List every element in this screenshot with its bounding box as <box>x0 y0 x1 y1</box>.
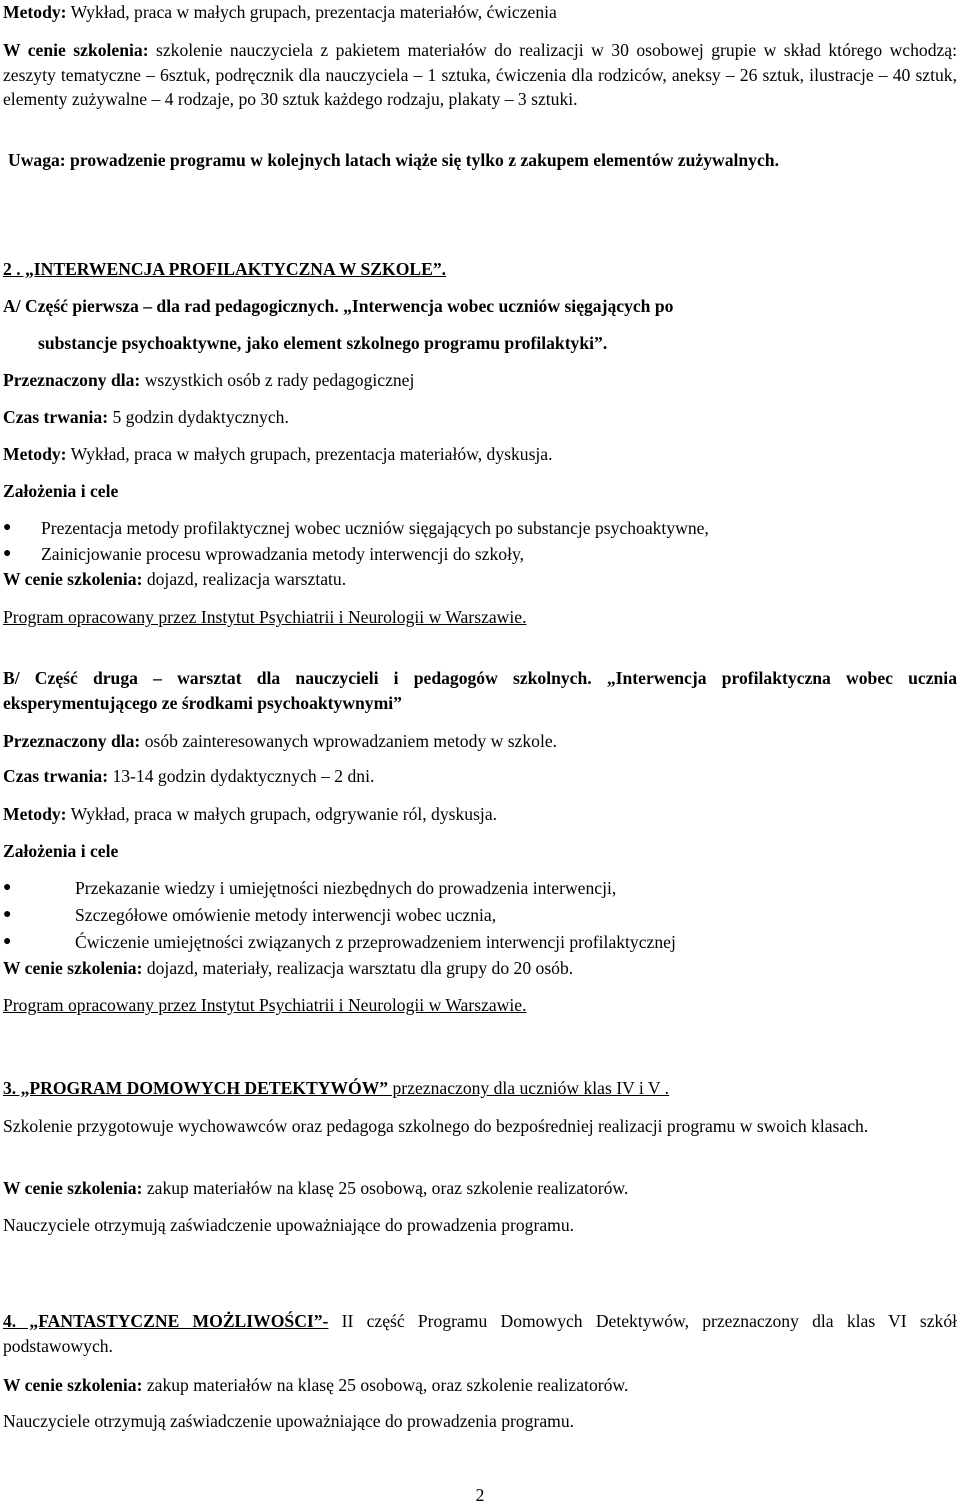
bullet-icon: ● <box>3 880 12 895</box>
partB-price <box>3 956 957 981</box>
bullet-text: Prezentacja metody profilaktycznej wobec uczniów sięgających po substancje psychoaktywne, <box>41 518 709 538</box>
page-number: 2 <box>475 1485 485 1505</box>
bullet-text: Przekazanie wiedzy i umiejętności niezbędnych do prowadzenia interwencji, <box>75 878 617 898</box>
audience-text: osób zainteresowanych wprowadzaniem metody w szkole. <box>140 731 558 751</box>
price-text: dojazd, materiały, realizacja warsztatu dla grupy do 20 osób. <box>142 958 574 978</box>
methods-label: Metody: <box>3 444 67 464</box>
methods-text: Wykład, praca w małych grupach, odgrywanie ról, dyskusja. <box>66 804 498 824</box>
methods-text: Wykład, praca w małych grupach, prezentacja materiałów, dyskusja. <box>66 444 553 464</box>
price-text: szkolenie nauczyciela z pakietem materiałów do realizacji w 30 osobowej grupie w skład którego wchodzą: zeszyty tematyczne – 6sztuk, podręcznik dla nauczyciela – 1 sztuka, ćwiczenia dla rodziców, aneksy – 26 sztuk, ilustracje – 40 sztuk, elementy zużywalne – 4 rodzaje, po 30 sztuk każdego rodzaju, plakaty – 3 sztuki. <box>3 40 957 109</box>
partA-price <box>3 567 957 592</box>
price-text: zakup materiałów na klasę 25 osobową, oraz szkolenie realizatorów. <box>142 1178 629 1198</box>
section4-title: 4. „FANTASTYCZNE MOŻLIWOŚCI”- <box>3 1311 329 1331</box>
price-label: W cenie szkolenia: <box>3 569 143 589</box>
section3-title: 3. „PROGRAM DOMOWYCH DETEKTYWÓW” <box>3 1078 389 1098</box>
partB-goals-heading: Założenia i cele <box>3 841 119 861</box>
price-text: zakup materiałów na klasę 25 osobową, oraz szkolenie realizatorów. <box>142 1375 629 1395</box>
bullet-text: Ćwiczenie umiejętności związanych z przeprowadzeniem interwencji profilaktycznej <box>75 932 676 952</box>
partA-methods <box>3 442 957 467</box>
partA-source: Program opracowany przez Instytut Psychiatrii i Neurologii w Warszawie. <box>3 607 527 627</box>
price-label: W cenie szkolenia: <box>3 40 149 60</box>
section4-description: II część Programu Domowych Detektywów, przeznaczony dla klas VI szkół podstawowych. <box>3 1311 958 1356</box>
duration-label: Czas trwania: <box>3 407 109 427</box>
section3-description: Szkolenie przygotowuje wychowawców oraz pedagoga szkolnego do bezpośredniej realizacji programu w swoich klasach. <box>3 1116 869 1136</box>
methods-label: Metody: <box>3 2 67 22</box>
bullet-icon: ● <box>3 934 12 949</box>
price-text: dojazd, realizacja warsztatu. <box>142 569 347 589</box>
partA-goals-heading: Założenia i cele <box>3 481 119 501</box>
section2-heading: 2 . „INTERWENCJA PROFILAKTYCZNA W SZKOLE”. <box>3 259 447 279</box>
section3-price <box>3 1176 957 1201</box>
audience-label: Przeznaczony dla: <box>3 370 141 390</box>
duration-text: 13-14 godzin dydaktycznych – 2 dni. <box>108 766 375 786</box>
methods-text: Wykład, praca w małych grupach, prezentacja materiałów, ćwiczenia <box>66 2 557 22</box>
partA-duration <box>3 405 957 430</box>
price-label: W cenie szkolenia: <box>3 1375 143 1395</box>
duration-text: 5 godzin dydaktycznych. <box>108 407 289 427</box>
partB-source: Program opracowany przez Instytut Psychiatrii i Neurologii w Warszawie. <box>3 995 527 1015</box>
duration-label: Czas trwania: <box>3 766 109 786</box>
section4-price <box>3 1373 957 1398</box>
price-paragraph <box>3 38 957 112</box>
audience-text: wszystkich osób z rady pedagogicznej <box>140 370 415 390</box>
section3-heading <box>3 1076 957 1101</box>
partA-audience <box>3 368 957 393</box>
section4-paragraph <box>3 1309 957 1358</box>
methods-line <box>3 0 957 25</box>
section4-certificate: Nauczyciele otrzymują zaświadczenie upoważniające do prowadzenia programu. <box>3 1411 575 1431</box>
methods-label: Metody: <box>3 804 67 824</box>
bullet-text: Szczegółowe omówienie metody interwencji wobec ucznia, <box>75 905 497 925</box>
partA-heading-line2: substancje psychoaktywne, jako element szkolnego programu profilaktyki”. <box>38 333 608 353</box>
bullet-icon: ● <box>3 520 12 535</box>
section3-subtitle: przeznaczony dla uczniów klas IV i V . <box>388 1078 670 1098</box>
price-label: W cenie szkolenia: <box>3 1178 143 1198</box>
audience-label: Przeznaczony dla: <box>3 731 141 751</box>
note-paragraph: Uwaga: prowadzenie programu w kolejnych latach wiąże się tylko z zakupem elementów zużywalnych. <box>8 150 779 170</box>
partB-duration <box>3 764 957 789</box>
partB-methods <box>3 802 957 827</box>
bullet-text: Zainicjowanie procesu wprowadzania metody interwencji do szkoły, <box>41 544 525 564</box>
section3-certificate: Nauczyciele otrzymują zaświadczenie upoważniające do prowadzenia programu. <box>3 1215 575 1235</box>
partA-heading-line1: A/ Część pierwsza – dla rad pedagogicznych. „Interwencja wobec uczniów sięgających po <box>3 296 674 316</box>
partB-heading: B/ Część druga – warsztat dla nauczycieli i pedagogów szkolnych. „Interwencja profilaktyczna wobec ucznia eksperymentującego ze środkami psychoaktywnymi” <box>3 668 957 713</box>
partB-audience <box>3 729 957 754</box>
bullet-icon: ● <box>3 546 12 561</box>
price-label: W cenie szkolenia: <box>3 958 143 978</box>
bullet-icon: ● <box>3 907 12 922</box>
